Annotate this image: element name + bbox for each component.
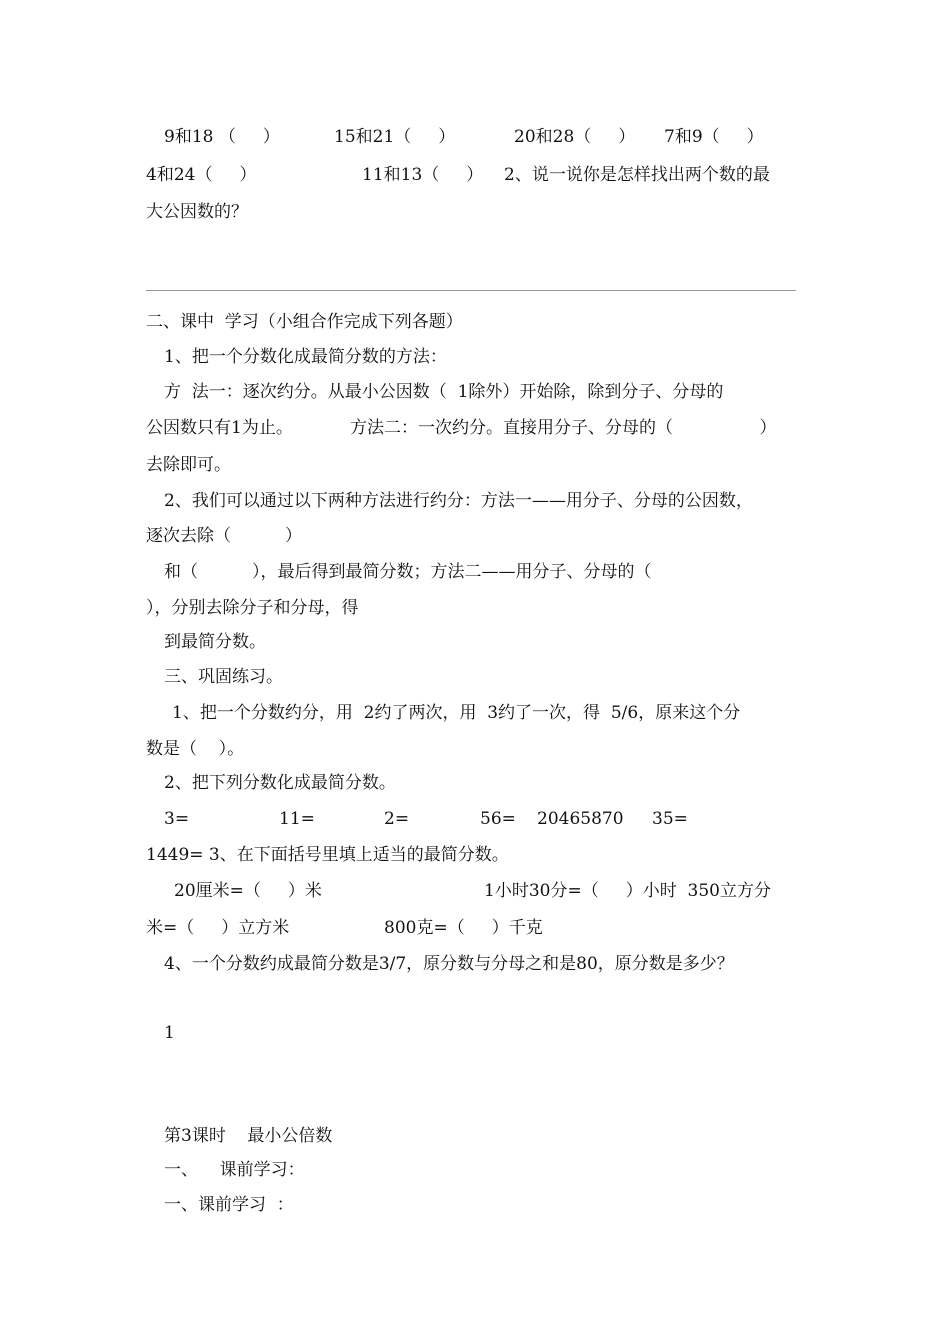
page-number: 1 (164, 1023, 175, 1043)
gcd-pair-20-28: 20和28（ ） (514, 127, 636, 147)
method-1-text: 方 法一：逐次约分。从最小公因数（ 1除外）开始除，除到分子、分母的 (164, 382, 724, 402)
exercise-4-text: 4、一个分数约成最简分数是3/7，原分数与分母之和是80，原分数是多少？ (164, 954, 734, 974)
question-2-continued: 大公因数的？ (146, 202, 248, 222)
gcd-pair-7-9: 7和9（ ） (664, 127, 764, 147)
fraction-item: 2= (384, 809, 410, 829)
pre-class-heading: 一、 课前学习： (164, 1160, 305, 1180)
gcd-pair-15-21: 15和21（ ） (334, 127, 456, 147)
section-2-heading: 二、课中 学习（小组合作完成下列各题） (146, 312, 463, 332)
exercise-1-text: 1、把一个分数约分，用 2约了两次，用 3约了一次，得 5/6，原来这个分 (172, 703, 741, 723)
item-2-line-5: 到最简分数。 (164, 632, 266, 652)
conversion-hours: 1小时30分=（ ）小时 350立方分 (484, 881, 771, 901)
gcd-pair-11-13: 11和13（ ） (362, 165, 484, 185)
exercise-1-continued: 数是（ ）。 (146, 739, 245, 759)
fraction-item: 11= (279, 809, 315, 829)
exercise-3-text: 1449= 3、在下面括号里填上适当的最简分数。 (146, 845, 509, 865)
conversion-grams: 800克=（ ）千克 (384, 918, 543, 938)
fraction-item: 35= (652, 809, 688, 829)
gcd-pair-4-24: 4和24（ ） (146, 165, 257, 185)
exercise-2-text: 2、把下列分数化成最简分数。 (164, 773, 396, 793)
item-2-line-4: ），分别去除分子和分母，得 (146, 598, 359, 618)
answer-line (146, 290, 796, 291)
item-2-line-3: 和（ ），最后得到最简分数；方法二——用分子、分母的（ (164, 562, 652, 582)
item-2-text: 2、我们可以通过以下两种方法进行约分：方法一——用分子、分母的公因数， (164, 491, 753, 511)
pre-class-heading-repeat: 一、课前学习 ： (164, 1195, 294, 1215)
section-3-heading: 三、巩固练习。 (164, 667, 283, 687)
conversion-volume: 米=（ ）立方米 (146, 918, 290, 938)
question-2-text: 2、说一说你是怎样找出两个数的最 (504, 165, 770, 185)
method-1-continued: 公因数只有1为止。 (146, 418, 293, 438)
fraction-item: 20465870 (537, 809, 624, 829)
item-1-heading: 1、把一个分数化成最简分数的方法： (164, 347, 447, 367)
fraction-item: 3= (164, 809, 190, 829)
conversion-cm: 20厘米=（ ）米 (174, 881, 322, 901)
item-2-line-2: 逐次去除（ ） (146, 526, 303, 546)
gcd-pair-9-18: 9和18 （ ） (164, 127, 280, 147)
fraction-item: 56= (480, 809, 516, 829)
lesson-3-title: 第3课时 最小公倍数 (164, 1126, 333, 1146)
method-2-continued: 去除即可。 (146, 455, 231, 475)
method-2-text: 方法二：一次约分。直接用分子、分母的（ ） (350, 418, 777, 438)
